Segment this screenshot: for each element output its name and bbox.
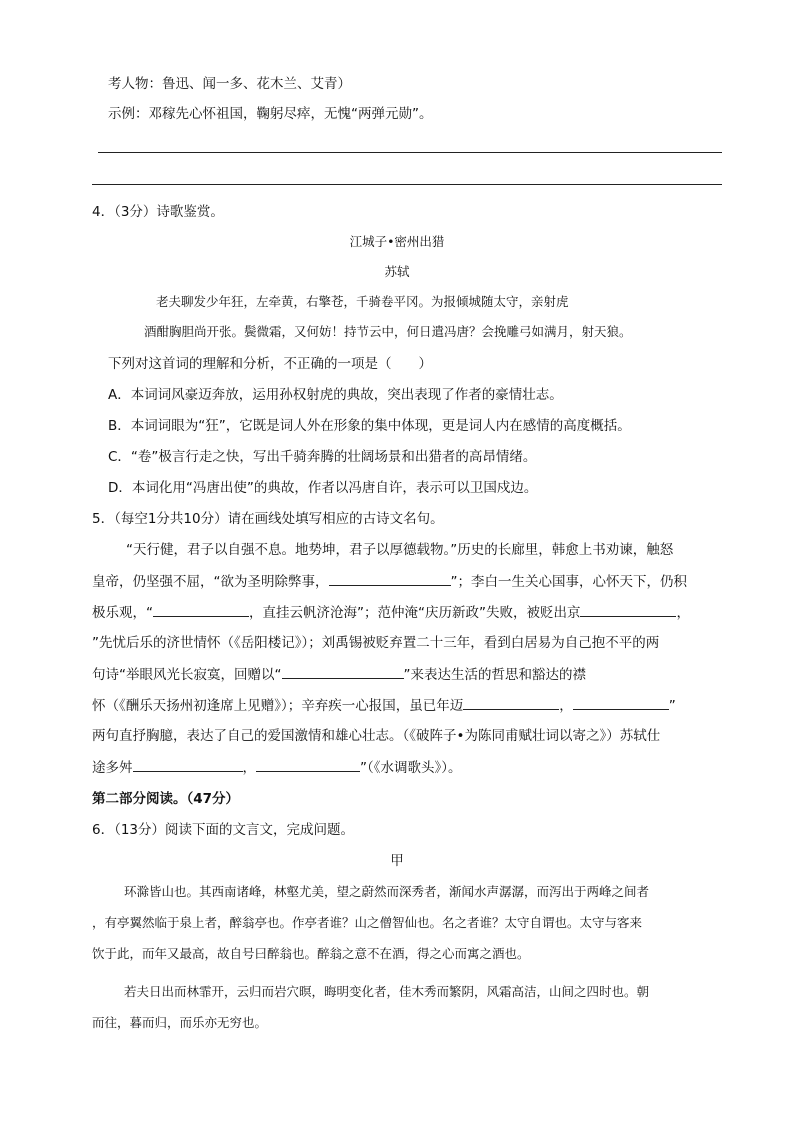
q5-line-1: “天行健，君子以自强不息。地势坤，君子以厚德载物。”历史的长廊里，韩愈上书劝谏，触怒: [126, 542, 674, 558]
q5-header: 5．（每空1分共10分）请在画线处填写相应的古诗文名句。: [92, 511, 444, 527]
q5-line-6: 怀（《酬乐天扬州初逢席上见赠》）；辛弃疾一心报国，虽已年迈 ， ”: [92, 695, 676, 716]
q5-line-5: 句诗“举眼风光长寂寞，回赠以“ ”来表达生活的哲思和豁达的襟: [92, 664, 586, 685]
poem-line-2: 酒酣胸胆尚开张。鬓微霜，又何妨！持节云中，何日遣冯唐？会挽雕弓如满月，射天狼。: [144, 324, 632, 339]
poem-line-1: 老夫聊发少年狂，左牵黄，右擎苍，千骑卷平冈。为报倾城随太守，亲射虎: [156, 294, 569, 309]
fill-blank-4[interactable]: [282, 664, 404, 679]
q4-option-d: D．本词化用“冯唐出使”的典故，作者以冯唐自许，表示可以卫国戍边。: [108, 480, 538, 496]
answer-line-1: [98, 152, 722, 153]
fill-blank-8[interactable]: [256, 757, 360, 772]
fill-blank-3[interactable]: [580, 602, 676, 617]
fill-blank-6[interactable]: [573, 695, 669, 710]
q5-line-7: 两句直抒胸臆，表达了自己的爱国激情和雄心壮志。（《破阵子•为陈同甫赋壮词以寄之》）苏轼仕: [92, 728, 661, 744]
q4-question: 下列对这首词的理解和分析，不正确的一项是（ ）: [108, 356, 432, 372]
part2-title: 第二部分阅读。（47分）: [92, 791, 240, 807]
q5-line-4: ”先忧后乐的济世情怀（《岳阳楼记》）；刘禹锡被贬弃置二十三年，看到白居易为自己抱不平的两: [92, 635, 660, 651]
poem-title: 江城子•密州出猎: [349, 234, 445, 249]
q6-header: 6．（13分）阅读下面的文言文，完成问题。: [92, 822, 355, 838]
passage-p2-line-1: 若夫日出而林霏开，云归而岩穴暝，晦明变化者，佳木秀而繁阴，风霜高洁，山间之四时也。朝: [124, 984, 650, 999]
example-text: 示例：邓稼先心怀祖国，鞠躬尽瘁，无愧“两弹元勋”。: [108, 106, 433, 122]
q4-option-c: C．“卷”极言行走之快，写出千骑奔腾的壮阔场景和出猎者的高昂情绪。: [108, 449, 537, 465]
answer-line-2: [92, 184, 722, 185]
q4-option-a: A．本词词风豪迈奔放，运用孙权射虎的典故，突出表现了作者的豪情壮志。: [108, 387, 563, 403]
q5-line-3: 极乐观，“ ，直挂云帆济沧海”；范仲淹“庆历新政”失败，被贬出京 ，: [92, 602, 690, 623]
fill-blank-1[interactable]: [329, 571, 451, 586]
fill-blank-2[interactable]: [153, 602, 249, 617]
passage-p2-line-2: 而往，暮而归，而乐亦无穷也。: [92, 1015, 268, 1030]
q5-line-2: 皇帝，仍坚强不屈，“欲为圣明除弊事， ”；李白一生关心国事，心怀天下，仍积: [92, 571, 687, 592]
q4-header: 4．（3分）诗歌鉴赏。: [92, 204, 224, 220]
passage-p1-line-1: 环滁皆山也。其西南诸峰，林壑尤美，望之蔚然而深秀者，渐闻水声潺潺，而泻出于两峰之间者: [124, 884, 650, 899]
q4-option-b: B．本词词眼为“狂”，它既是词人外在形象的集中体现，更是词人内在感情的高度概括。: [108, 418, 631, 434]
section-label: 甲: [390, 853, 404, 869]
q5-line-8: 途多舛 ， ”（《水调歌头》）。: [92, 757, 462, 778]
poem-author: 苏轼: [384, 264, 410, 279]
people-note: 考人物：鲁迅、闻一多、花木兰、艾青）: [108, 76, 351, 92]
passage-p1-line-2: ，有亭翼然临于泉上者，醉翁亭也。作亭者谁？山之僧智仙也。名之者谁？太守自谓也。太守与客来: [92, 915, 643, 930]
fill-blank-7[interactable]: [133, 757, 243, 772]
passage-p1-line-3: 饮于此，而年又最高，故自号曰醉翁也。醉翁之意不在酒，得之心而寓之酒也。: [92, 946, 530, 961]
fill-blank-5[interactable]: [463, 695, 559, 710]
